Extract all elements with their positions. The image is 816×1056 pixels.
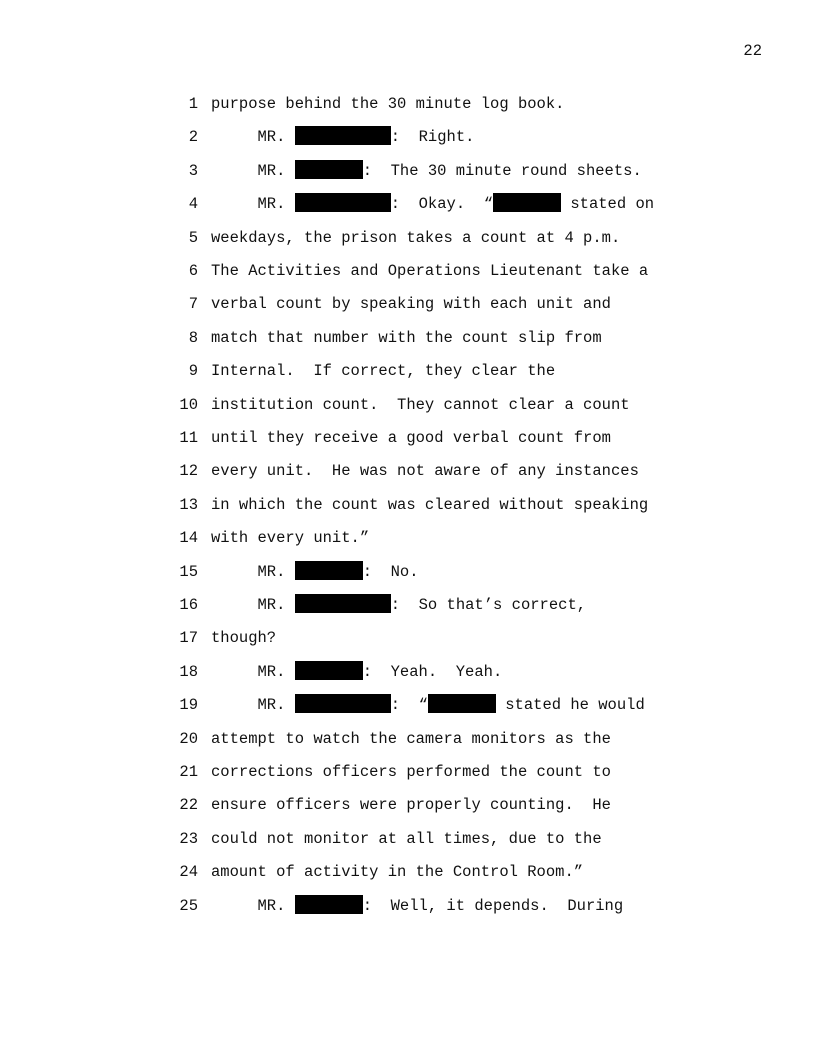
line-text [211,192,654,216]
text-segment: purpose behind the 30 minute log book. [211,95,565,113]
line-text [211,760,611,784]
text-segment: weekdays, the prison takes a count at 4 p.m. [211,228,621,247]
line-number: 9 [188,362,198,381]
line-text [211,393,630,417]
line-text [211,92,564,116]
text-segment: The Activities and Operations Lieutenant take a [211,262,649,280]
text-segment: though? [211,629,277,648]
text-segment: MR. [211,128,295,147]
line-text [211,793,611,817]
text-segment: MR. [211,696,295,715]
text-segment: : So that’s correct, [390,596,587,614]
line-text [211,526,369,550]
line-number: 16 [179,596,198,614]
line-text [211,259,648,283]
text-segment: : The 30 minute round sheets. [362,161,642,180]
page-number: 22 [743,42,762,60]
line-number: 15 [179,562,198,581]
text-segment: : “ [390,696,428,715]
text-segment: verbal count by speaking with each unit and [211,295,611,314]
text-segment: in which the count was cleared without speaking [211,495,649,514]
text-segment: : No. [362,562,419,581]
line-number: 3 [188,161,198,180]
text-segment: MR. [211,896,295,915]
line-number: 6 [188,262,198,280]
line-number: 13 [179,495,198,514]
line-text [211,125,474,149]
text-segment: MR. [211,596,295,614]
line-number: 2 [188,128,198,147]
redaction-block [295,694,391,713]
line-number: 21 [179,763,198,781]
line-number: 4 [188,195,198,214]
line-number: 10 [179,395,198,414]
text-segment: stated on [561,195,655,214]
text-segment: : Well, it depends. During [362,896,624,915]
text-segment: Internal. If correct, they clear the [211,362,556,381]
line-number: 24 [179,863,198,882]
line-text [211,827,602,851]
line-text [211,326,602,350]
redaction-block [493,193,561,212]
line-text [211,727,611,751]
redaction-block [295,193,391,212]
line-text [211,894,623,918]
line-number: 17 [179,629,198,648]
text-segment: every unit. He was not aware of any instances [211,462,639,481]
line-number: 22 [179,796,198,815]
line-text [211,359,555,383]
text-segment: with every unit.” [211,529,370,548]
line-text [211,693,645,717]
redaction-block [295,895,363,914]
line-text [211,159,642,183]
text-segment: MR. [211,195,295,214]
redaction-block [295,661,363,680]
line-number: 20 [179,729,198,748]
line-number: 12 [179,462,198,481]
line-number: 1 [188,95,198,113]
line-text [211,459,639,483]
line-text [211,292,611,316]
line-number: 11 [179,429,198,447]
line-number: 5 [188,228,198,247]
redaction-block [428,694,496,713]
line-text [211,493,648,517]
line-text [211,560,419,584]
text-segment: corrections officers performed the count to [211,763,611,781]
text-segment: : Right. [390,128,475,147]
text-segment: ensure officers were properly counting. He [211,796,611,815]
line-text [211,426,611,450]
line-number: 18 [179,662,198,681]
line-number: 14 [179,529,198,548]
line-number: 7 [188,295,198,314]
text-segment: MR. [211,662,295,681]
text-segment: MR. [211,161,295,180]
text-segment: match that number with the count slip from [211,328,602,347]
redaction-block [295,594,391,613]
text-segment: could not monitor at all times, due to the [211,829,602,848]
line-number: 25 [179,896,198,915]
redaction-block [295,126,391,145]
line-text [211,226,620,250]
redaction-block [295,561,363,580]
redaction-block [295,160,363,179]
line-number: 8 [188,328,198,347]
line-number: 19 [179,696,198,715]
line-text [211,626,276,650]
line-text [211,660,502,684]
text-segment: amount of activity in the Control Room.” [211,863,584,882]
line-number: 23 [179,829,198,848]
text-segment: attempt to watch the camera monitors as the [211,729,611,748]
text-segment: MR. [211,562,295,581]
line-text [211,593,586,617]
text-segment: : Yeah. Yeah. [362,662,503,681]
text-segment: institution count. They cannot clear a count [211,395,630,414]
text-segment: : Okay. “ [390,195,494,214]
line-text [211,860,583,884]
text-segment: stated he would [495,696,645,715]
text-segment: until they receive a good verbal count from [211,429,611,447]
